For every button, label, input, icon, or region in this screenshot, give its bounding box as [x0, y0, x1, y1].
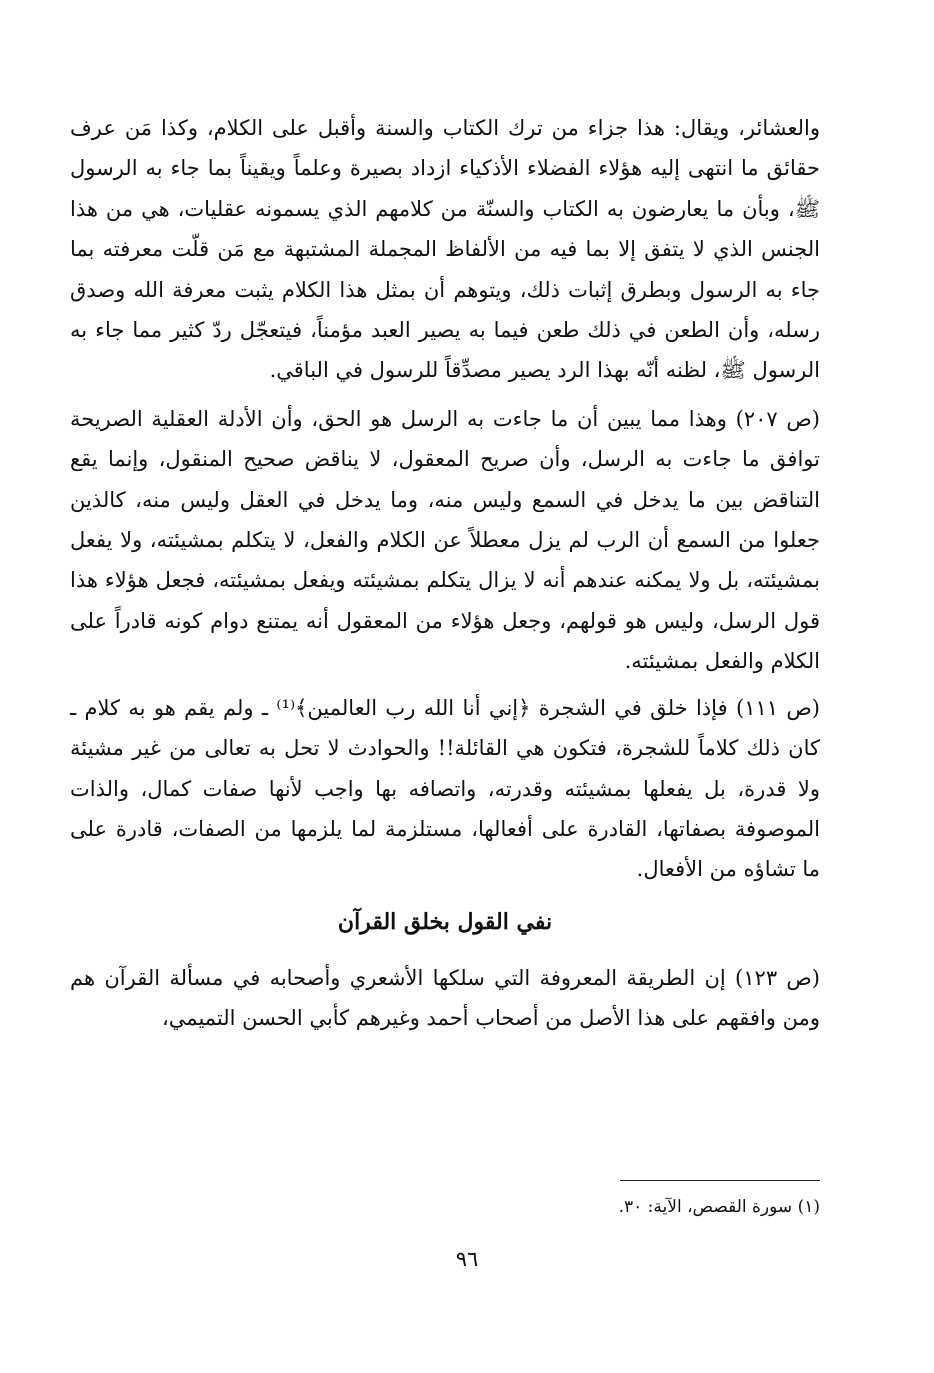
- section-heading: نفي القول بخلق القرآن: [337, 908, 553, 935]
- paragraph-3: (ص ١١١) فإذا خلق في الشجرة ﴿إني أنا الله رب العالمين﴾⁽¹⁾ ـ ولم يقم هو به كلام ـ كان ذلك كلاماً للشجرة، فتكون هي القائلة!! والحوادث لا تحل به تعالى من غير مشيئة ولا قدرة، بل يفعلها بمشيئته وقدرته، واتصافه بها واجب لأنها صفات كمال، والذات الموصوفة بصفاتها، القادرة على أفعالها، مستلزمة لما يلزمها من الصفات، قادرة على ما تشاؤه من الأفعال.: [70, 695, 820, 882]
- paragraph-1: والعشائر، ويقال: هذا جزاء من ترك الكتاب والسنة وأقبل على الكلام، وكذا مَن عرف حقائق ما انتهى إليه هؤلاء الفضلاء الأذكياء ازداد بصيرة وعلماً ويقيناً بما جاء به الرسول ﷺ، وبأن ما يعارضون به الكتاب والسنّة من كلامهم الذي يسمونه عقليات، هي من هذا الجنس الذي لا يتفق إلا بما فيه من الألفاظ المجملة المشتبهة مع مَن قلّت معرفته بما جاء به الرسول وبطرق إثبات ذلك، ويتوهم أن بمثل هذا الكلام يثبت معرفة الله وصدق رسله، وأن الطعن في ذلك طعن فيما به يصير العبد مؤمناً، فيتعجّل ردّ كثير مما جاء به الرسول ﷺ، لظنه أنّه بهذا الرد يصير مصدِّقاً للرسول في الباقي.: [70, 116, 820, 383]
- page-body: [70, 108, 820, 1045]
- footnote: (١) سورة القصص، الآية: ٣٠.: [618, 1197, 820, 1217]
- page-number: ٩٦: [455, 1247, 479, 1271]
- paragraph-4: (ص ١٢٣) إن الطريقة المعروفة التي سلكها الأشعري وأصحابه في مسألة القرآن هم ومن وافقهم على هذا الأصل من أصحاب أحمد وغيرهم كأبي الحسن التميمي،: [70, 965, 821, 1031]
- paragraph-2: (ص ٢٠٧) وهذا مما يبين أن ما جاءت به الرسل هو الحق، وأن الأدلة العقلية الصريحة توافق ما جاءت به الرسل، وأن صريح المعقول، لا يناقض صحيح المنقول، وإنما يقع التناقض بين ما يدخل في السمع وليس منه، وما يدخل في العقل وليس منه، كالذين جعلوا من السمع أن الرب لم يزل معطلاً عن الكلام والفعل، لا يتكلم بمشيئته، ولا يفعل بمشيئته، بل ولا يمكنه عندهم أنه لا يزال يتكلم بمشيئته ويفعل بمشيئته، فجعل هؤلاء هذا قول الرسل، وليس هو قولهم، وجعل هؤلاء من المعقول أنه يمتنع دوام كونه قادراً على الكلام والفعل بمشيئته.: [70, 406, 821, 674]
- footnote-separator: [620, 1180, 820, 1181]
